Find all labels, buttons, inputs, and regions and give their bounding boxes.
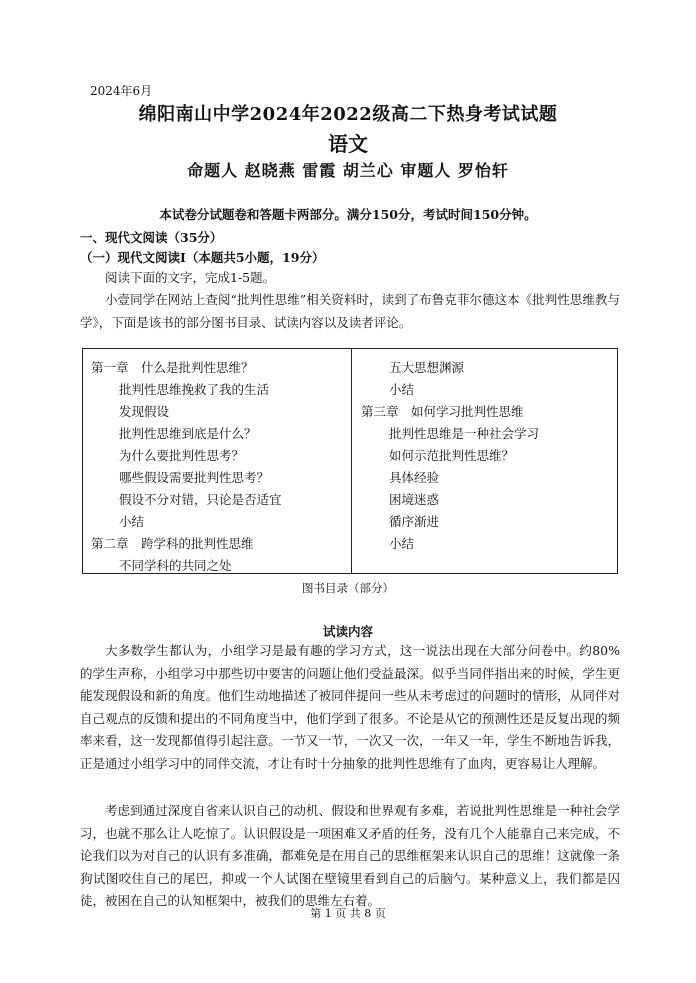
trial-paragraph: 大多数学生都认为，小组学习是最有趣的学习方式，这一说法出现在大部分问卷中。约80%的学生声称，小组学习中那些切中要害的问题让他们受益最深。似乎当同伴指出来的时候，学生更能发现假设和新的角度。他们生动地描述了被同伴提问一些从未考虑过的问题时的情形，从同伴对自己观点的反馈和提出的不同角度当中，他们学到了很多。不论是从它的预测性还是反复出现的频率来看，这一发现都值得引起注意。一节又一节，一次又一次，一年又一年，学生不断地告诉我，正是通过小组学习中的同伴交流，才让有时十分抽象的批判性思维有了血肉，更容易让人理解。 — [80, 643, 620, 771]
subject-title: 语文 — [328, 132, 368, 156]
trial-heading: 试读内容 — [322, 624, 373, 639]
toc-table — [82, 348, 618, 574]
toc-entry: 小结 — [389, 536, 415, 551]
instruction-text: 阅读下面的文字，完成1-5题。 — [105, 270, 276, 285]
trial-paragraph: 考虑到通过深度自省来认识自己的动机、假设和世界观有多难，若说批判性思维是一种社会学习，也就不那么让人吃惊了。认识假设是一项困难又矛盾的任务，没有几个人能靠自己来完成，不论我们以为对自己的认识有多准确，都难免是在用自己的思维框架来认识自己的思维！这就像一条狗试图咬住自己的尾巴，抑或一个人试图在壁镜里看到自己的后脑勺。某种意义上，我们都是囚徒，被困在自己的认知框架中，被我们的思维左右着。 — [80, 803, 620, 908]
section-heading: 一、现代文阅读（35分） — [80, 230, 223, 245]
toc-entry: 不同学科的共同之处 — [119, 558, 232, 573]
toc-entry: 小结 — [119, 514, 145, 529]
toc-right-column — [361, 357, 539, 555]
toc-chapter: 第二章 跨学科的批判性思维 — [91, 536, 254, 551]
toc-entry: 发现假设 — [119, 404, 170, 419]
toc-entry: 批判性思维挽救了我的生活 — [119, 382, 270, 397]
toc-chapter: 第一章 什么是批判性思维？ — [91, 360, 254, 375]
toc-chapter: 第三章 如何学习批判性思维 — [361, 404, 524, 419]
exam-date: 2024年6月 — [90, 84, 153, 98]
toc-entry: 小结 — [389, 382, 415, 397]
toc-entry: 具体经验 — [389, 470, 440, 485]
reading-instruction — [80, 267, 620, 290]
authors-line: 命题人 赵晓燕 雷霞 胡兰心 审题人 罗怡轩 — [187, 161, 509, 180]
toc-entry: 假设不分对错，只论是否适宜 — [119, 492, 282, 507]
subsection-heading: （一）现代文阅读Ⅰ（本题共5小题，19分） — [80, 250, 325, 265]
exam-title: 绵阳南山中学2024年2022级高二下热身考试试题 — [138, 104, 558, 125]
intro-paragraph: 小壹同学在网站上查阅“批判性思维”相关资料时，读到了布鲁克菲尔德这本《批判性思维教与学》，下面是该书的部分图书目录、试读内容以及读者评论。 — [80, 292, 620, 330]
toc-entry: 批判性思维是一种社会学习 — [389, 426, 540, 441]
toc-entry: 循序渐进 — [389, 514, 440, 529]
toc-left-column — [91, 357, 282, 577]
exam-note: 本试卷分试题卷和答题卡两部分。满分150分，考试时间150分钟。 — [159, 207, 537, 222]
toc-caption: 图书目录（部分） — [302, 581, 394, 595]
toc-entry: 如何示范批判性思维？ — [389, 448, 515, 463]
page-footer: 第 1 页 共 8 页 — [310, 907, 386, 920]
toc-entry: 五大思想渊源 — [389, 360, 465, 375]
toc-entry: 困境迷惑 — [389, 492, 440, 507]
toc-divider — [351, 349, 352, 573]
toc-entry: 为什么要批判性思考？ — [119, 448, 245, 463]
toc-entry: 哪些假设需要批判性思考？ — [119, 470, 270, 485]
toc-entry: 批判性思维到底是什么？ — [119, 426, 257, 441]
